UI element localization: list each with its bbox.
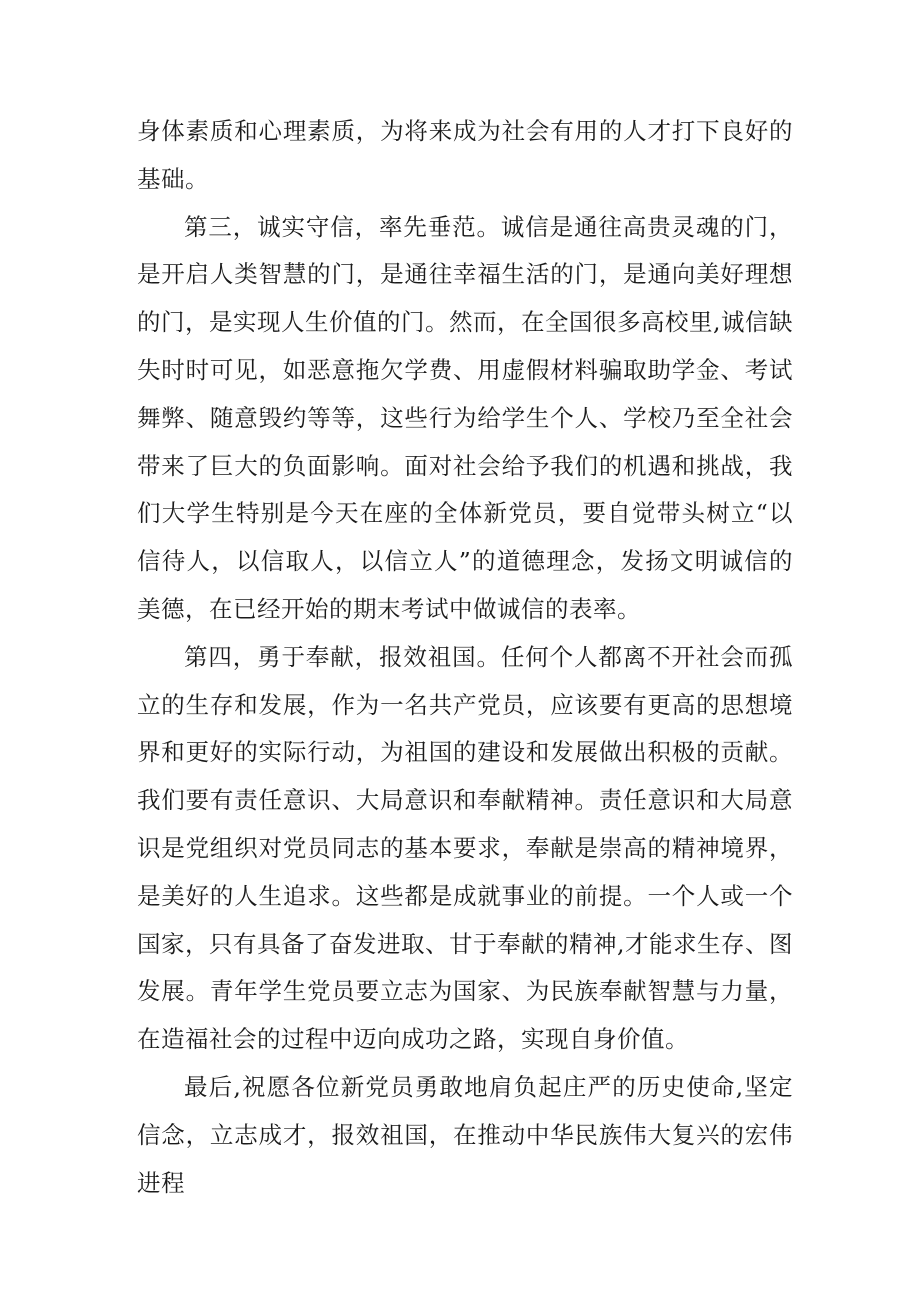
- paragraph-2: 第三，诚实守信，率先垂范。诚信是通往高贵灵魂的门，是开启人类智慧的门，是通往幸福生活的门，是通向美好理想的门，是实现人生价值的门。然而，在全国很多高校里,诚信缺失时时可见，如恶意拖欠学费、用虚假材料骗取助学金、考试舞弊、随意毁约等等，这些行为给学生个人、学校乃至全社会带来了巨大的负面影响。面对社会给予我们的机遇和挑战，我们大学生特别是今天在座的全体新党员，要自觉带头树立“以信待人，以信取人，以信立人”的道德理念，发扬文明诚信的美德，在已经开始的期末考试中做诚信的表率。: [137, 212, 793, 623]
- document-page: [137, 108, 793, 1207]
- paragraph-1: 身体素质和心理素质，为将来成为社会有用的人才打下良好的基础。: [137, 117, 793, 193]
- paragraph-4: 最后,祝愿各位新党员勇敢地肩负起庄严的历史使命,坚定信念，立志成才，报效祖国，在推动中华民族伟大复兴的宏伟进程: [137, 1072, 793, 1197]
- paragraph-3: 第四，勇于奉献，报效祖国。任何个人都离不开社会而孤立的生存和发展，作为一名共产党员，应该要有更高的思想境界和更好的实际行动，为祖国的建设和发展做出积极的贡献。我们要有责任意识、大局意识和奉献精神。责任意识和大局意识是党组织对党员同志的基本要求，奉献是崇高的精神境界，是美好的人生追求。这些都是成就事业的前提。一个人或一个国家，只有具备了奋发进取、甘于奉献的精神,才能求生存、图发展。青年学生党员要立志为国家、为民族奉献智慧与力量，在造福社会的过程中迈向成功之路，实现自身价值。: [137, 642, 793, 1054]
